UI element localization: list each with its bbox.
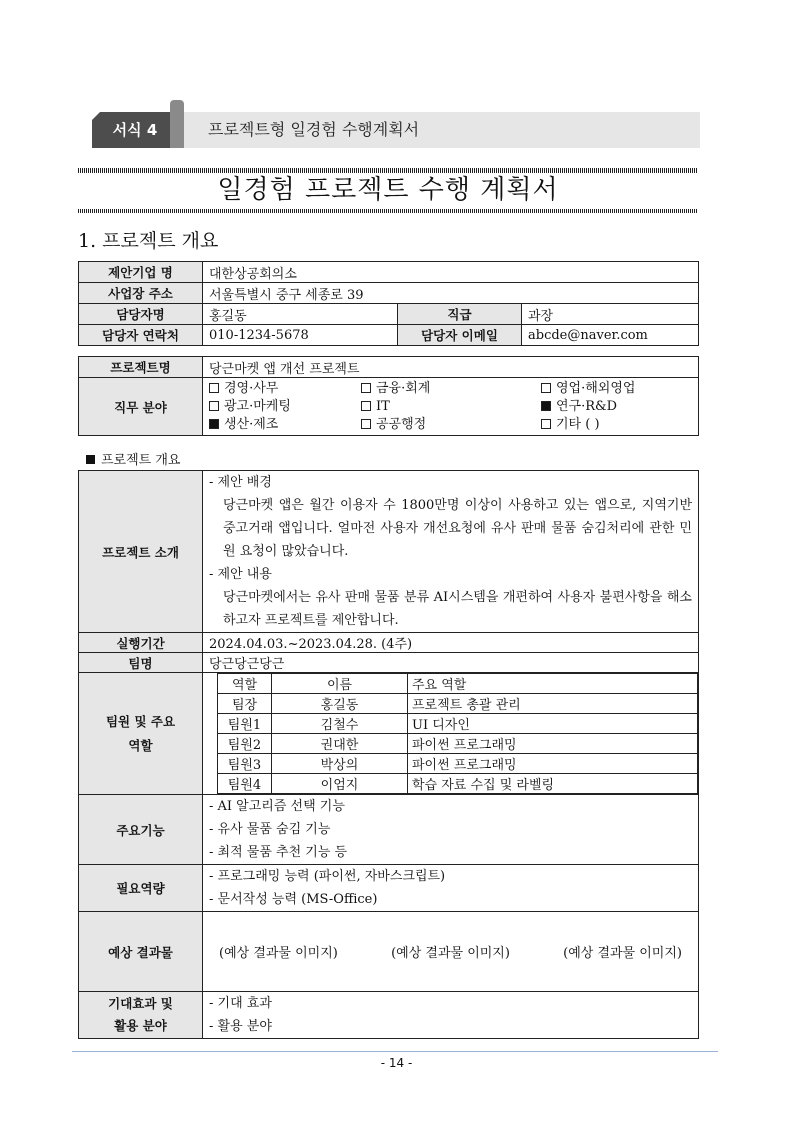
effects-label-line1: 기대효과 및 (108, 996, 173, 1011)
square-bullet-icon (86, 455, 95, 464)
project-detail-table (78, 470, 699, 1039)
roles-cell-role: 팀원3 (218, 754, 272, 774)
effects-content (203, 992, 699, 1039)
address-label: 사업장 주소 (79, 283, 203, 304)
roles-cell-name: 권대한 (272, 734, 408, 754)
unchecked-box-icon[interactable] (541, 383, 551, 393)
roles-cell-duty: UI 디자인 (408, 714, 698, 734)
features-label: 주요기능 (79, 795, 203, 865)
period-label: 실행기간 (79, 633, 203, 653)
position-value: 과장 (522, 304, 699, 325)
roles-header-duty: 주요 역할 (408, 674, 698, 694)
duty-option[interactable] (209, 416, 361, 434)
manager-value: 홍길동 (203, 304, 398, 325)
overview-subheading (86, 449, 180, 468)
features-content (203, 795, 699, 865)
project-info-table (78, 356, 699, 436)
banner-title: 프로젝트형 일경험 수행계획서 (208, 120, 420, 139)
company-name-value: 대한상공회의소 (203, 262, 699, 283)
address-value: 서울특별시 중구 세종로 39 (203, 283, 699, 304)
team-label-text: 팀명 (128, 655, 153, 671)
roles-row (218, 774, 698, 794)
duty-options (203, 378, 699, 436)
duty-option-label: 기타 ( ) (556, 416, 600, 432)
duty-option[interactable] (361, 416, 541, 434)
project-name-value: 당근마켓 앱 개선 프로젝트 (203, 357, 699, 378)
duty-option[interactable] (209, 380, 361, 398)
effect-item: - 기대 효과 (209, 996, 272, 1011)
team-value: 당근당근당근 (203, 653, 699, 673)
skill-item: - 프로그래밍 능력 (파이썬, 자바스크립트) (209, 869, 446, 884)
contact-label: 담당자 연락처 (79, 325, 203, 346)
effect-item: - 활용 분야 (209, 1019, 272, 1034)
duty-option-label: IT (376, 398, 390, 414)
roles-label (79, 673, 203, 795)
content-text: 당근마켓에서는 유사 판매 물품 분류 AI시스템을 개편하여 사용자 불편사항을 해소하고자 프로젝트를 제안합니다. (223, 590, 692, 628)
duty-option[interactable] (361, 380, 541, 398)
duty-option-label: 광고·마케팅 (224, 398, 291, 414)
unchecked-box-icon[interactable] (361, 401, 371, 411)
skills-label: 필요역량 (79, 865, 203, 912)
banner-tab-label: 서식 4 (112, 121, 158, 139)
content-heading: - 제안 내용 (209, 567, 272, 582)
roles-cell-duty: 파이썬 프로그래밍 (408, 734, 698, 754)
result-image-placeholder: (예상 결과물 이미지) (563, 946, 682, 961)
roles-row (218, 754, 698, 774)
roles-cell-name: 김철수 (272, 714, 408, 734)
contact-value: 010-1234-5678 (203, 325, 398, 346)
unchecked-box-icon[interactable] (209, 383, 219, 393)
roles-row (218, 714, 698, 734)
duty-option-label: 금융·회계 (376, 380, 431, 396)
roles-cell-name: 이엄지 (272, 774, 408, 794)
unchecked-box-icon[interactable] (361, 419, 371, 429)
feature-item: - AI 알고리즘 선택 기능 (209, 799, 345, 814)
roles-cell-name: 홍길동 (272, 694, 408, 714)
intro-content (203, 471, 699, 633)
project-name-label: 프로젝트명 (79, 357, 203, 378)
roles-cell-role: 팀장 (218, 694, 272, 714)
background-text: 당근마켓 앱은 월간 이용자 수 1800만명 이상이 사용하고 있는 앱으로, 지역기반 중고거래 앱입니다. 얼마전 사용자 개선요청에 유사 판매 물품 숨김처리에 관한 민원 요청이 많았습니다. (223, 498, 692, 559)
position-label: 직급 (398, 304, 522, 325)
duty-option-label: 경영·사무 (224, 380, 279, 396)
company-name-label: 제안기업 명 (79, 262, 203, 283)
background-heading: - 제안 배경 (209, 475, 272, 490)
unchecked-box-icon[interactable] (541, 419, 551, 429)
roles-cell-role: 팀원4 (218, 774, 272, 794)
roles-cell-duty: 학습 자료 수집 및 라벨링 (408, 774, 698, 794)
duty-option[interactable] (209, 398, 361, 416)
result-image-placeholder: (예상 결과물 이미지) (219, 946, 338, 961)
roles-header-name: 이름 (272, 674, 408, 694)
results-label: 예상 결과물 (79, 912, 203, 992)
result-image-placeholder: (예상 결과물 이미지) (391, 946, 510, 961)
roles-cell (203, 673, 699, 795)
duty-option[interactable] (541, 398, 691, 416)
effects-label-line2: 활용 분야 (114, 1018, 167, 1033)
roles-cell-role: 팀원1 (218, 714, 272, 734)
roles-table (217, 673, 698, 794)
page-title: 일경험 프로젝트 수행 계획서 (217, 175, 559, 205)
results-content (203, 912, 699, 992)
duty-option-label: 공공행정 (376, 416, 427, 432)
roles-header-role: 역할 (218, 674, 272, 694)
section-heading: 1. 프로젝트 개요 (78, 230, 219, 252)
manager-label: 담당자명 (79, 304, 203, 325)
skills-content (203, 865, 699, 912)
page-number: - 14 - (380, 1056, 413, 1070)
roles-row (218, 734, 698, 754)
roles-label-line2: 역할 (128, 737, 153, 753)
intro-label: 프로젝트 소개 (79, 471, 203, 633)
title-rule-bottom (78, 209, 698, 213)
effects-label (79, 992, 203, 1039)
roles-cell-duty: 파이썬 프로그래밍 (408, 754, 698, 774)
roles-header-row (218, 674, 698, 694)
company-info-table (78, 261, 699, 346)
roles-cell-name: 박상의 (272, 754, 408, 774)
checked-box-icon[interactable] (541, 401, 551, 411)
email-value: abcde@naver.com (522, 325, 699, 346)
period-value: 2024.04.03.~2023.04.28. (4주) (203, 633, 699, 653)
email-label: 담당자 이메일 (398, 325, 522, 346)
overview-subheading-text: 프로젝트 개요 (101, 453, 181, 468)
checked-box-icon[interactable] (209, 419, 219, 429)
feature-item: - 유사 물품 숨김 기능 (209, 822, 331, 837)
duty-option-label: 생산·제조 (224, 416, 279, 432)
duty-label: 직무 분야 (79, 378, 203, 436)
roles-row (218, 694, 698, 714)
footer-rule (72, 1051, 718, 1052)
duty-option[interactable] (541, 380, 691, 398)
duty-option[interactable] (361, 398, 541, 416)
duty-option-label: 연구·R&D (556, 398, 618, 414)
duty-checkbox-grid (209, 380, 692, 434)
roles-cell-role: 팀원2 (218, 734, 272, 754)
skill-item: - 문서작성 능력 (MS-Office) (209, 892, 378, 907)
feature-item: - 최적 물품 추천 기능 등 (209, 845, 348, 860)
roles-cell-duty: 프로젝트 총괄 관리 (408, 694, 698, 714)
team-label (79, 653, 203, 673)
duty-option-label: 영업·해외영업 (556, 380, 636, 396)
roles-label-line1: 팀원 및 주요 (105, 713, 176, 729)
unchecked-box-icon[interactable] (361, 383, 371, 393)
form-banner (92, 100, 700, 150)
duty-option[interactable] (541, 416, 691, 434)
results-row (209, 942, 692, 961)
unchecked-box-icon[interactable] (209, 401, 219, 411)
